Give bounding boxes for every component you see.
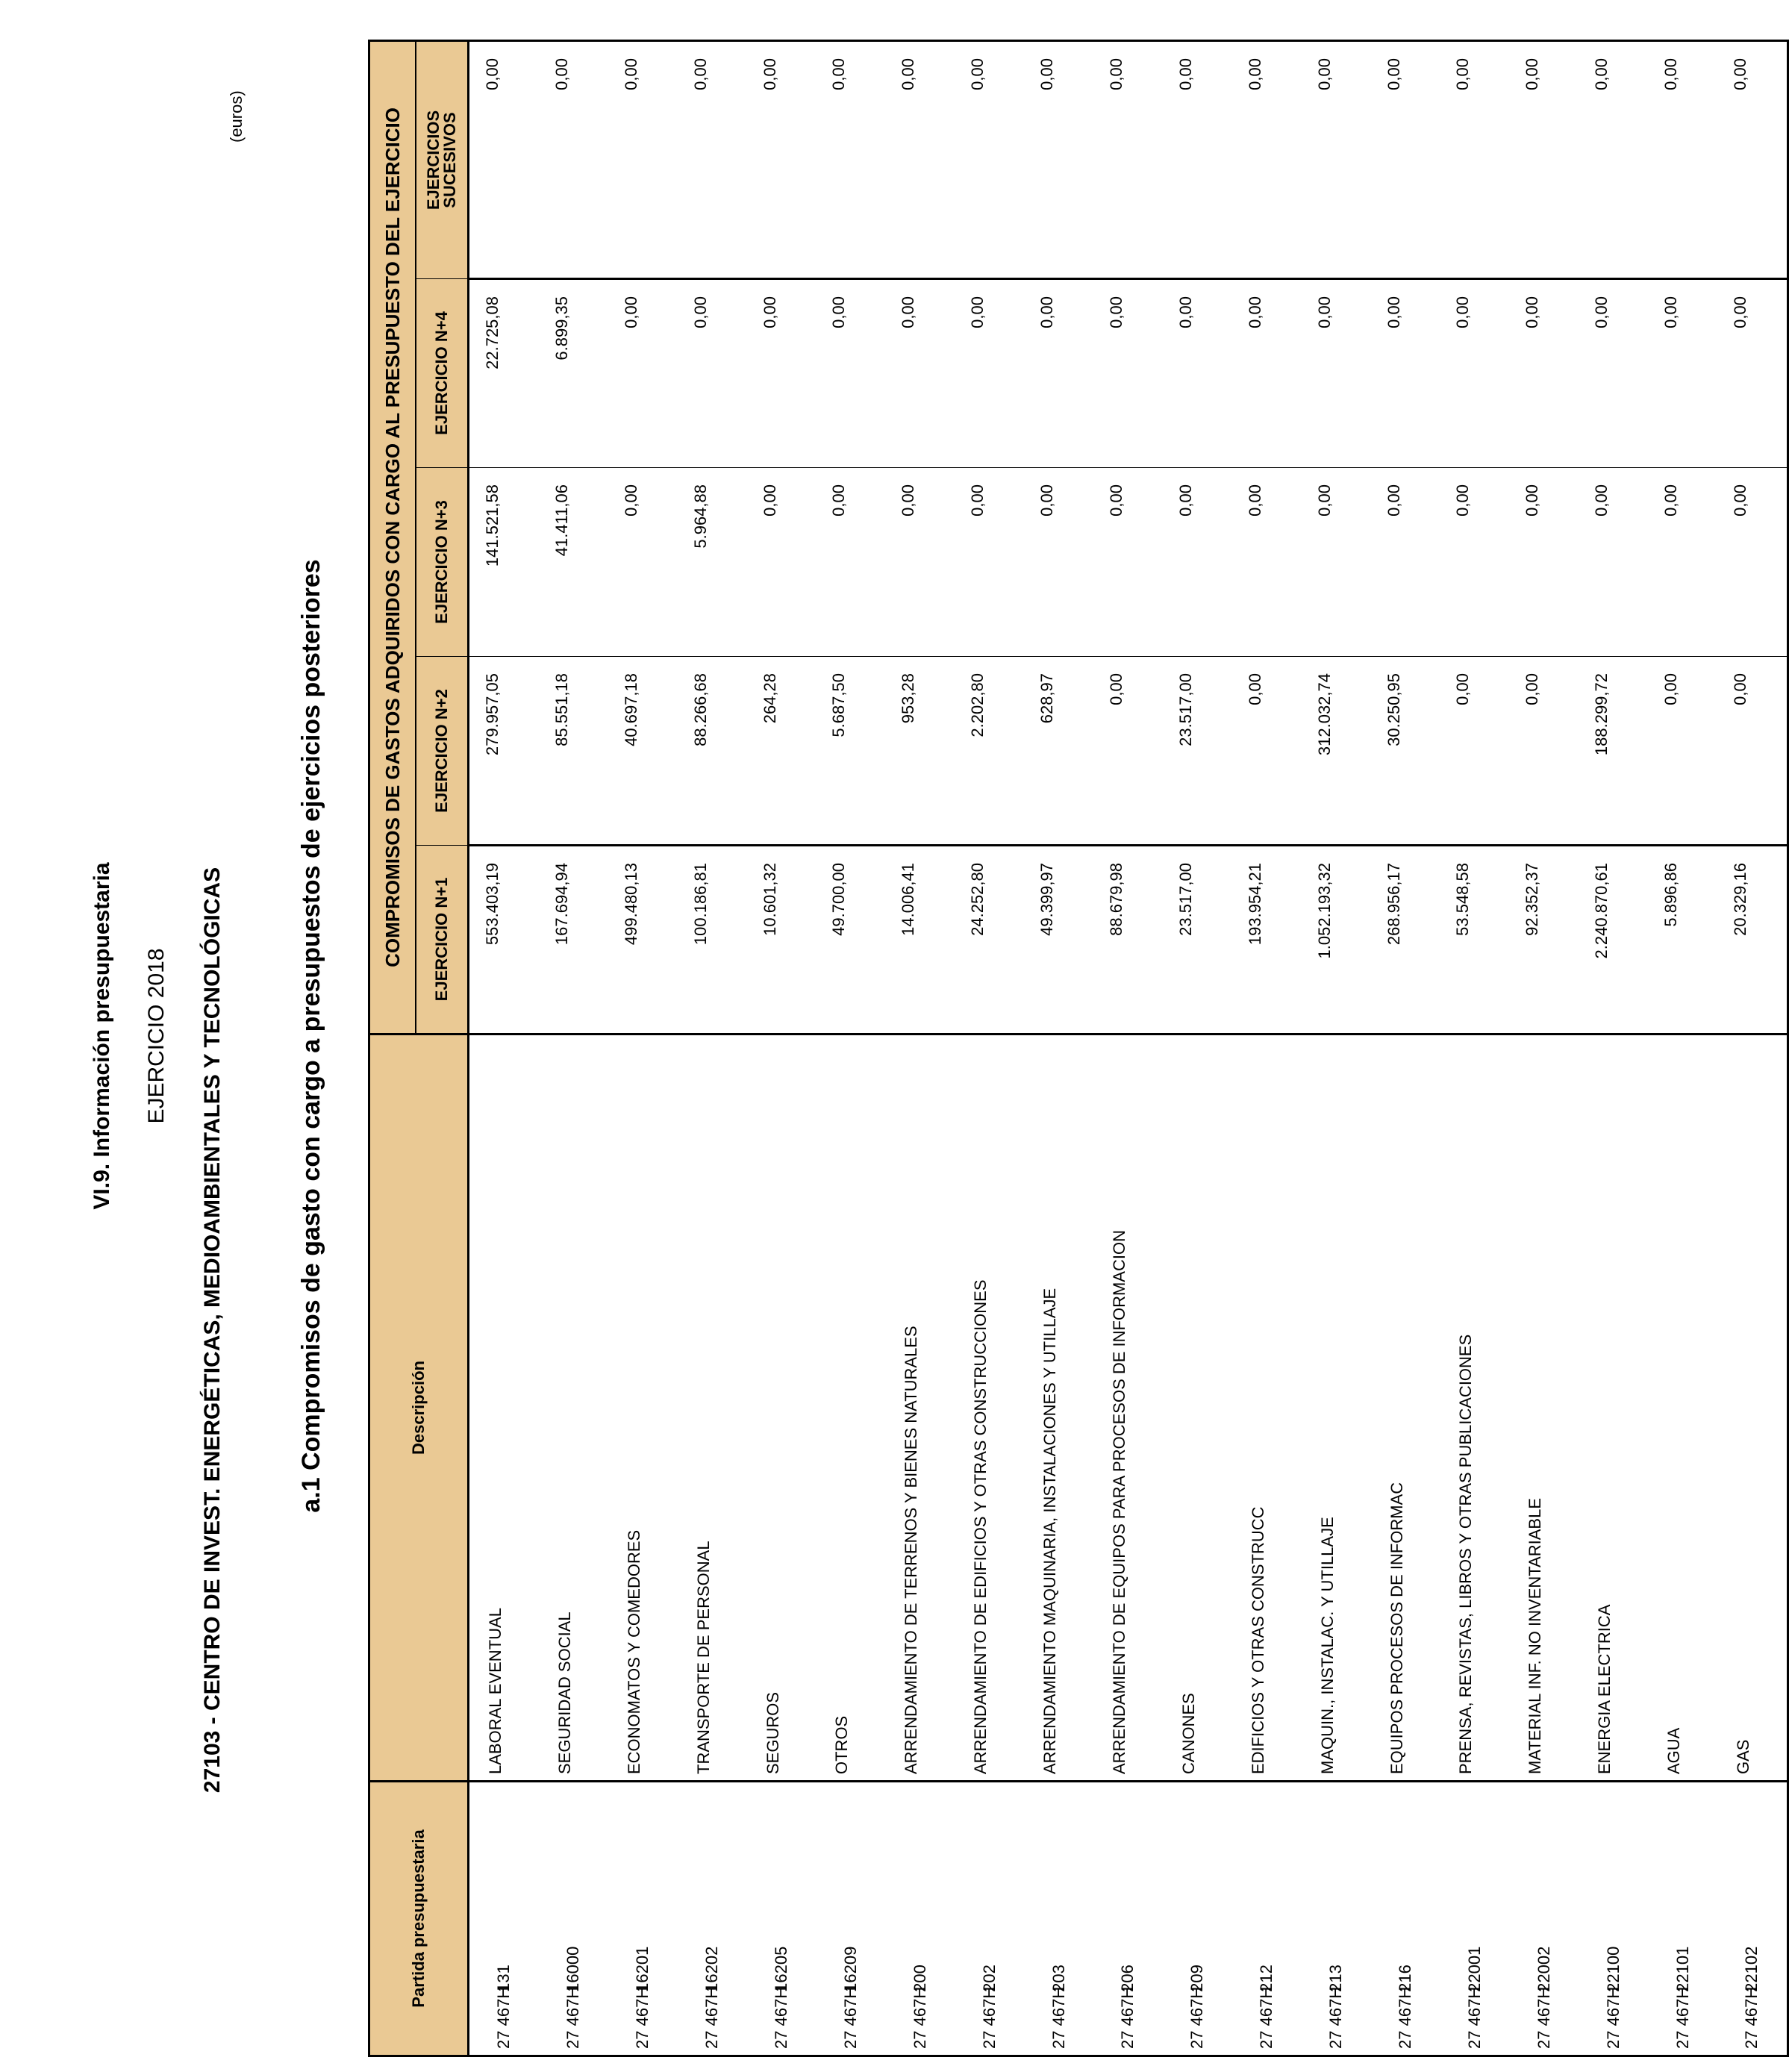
partida-section-number: 27: [1326, 2030, 1346, 2049]
n2-cell: 88.266,68: [678, 657, 747, 846]
header-n2: EJERCICIO N+2: [416, 657, 469, 846]
partida-cell: [1371, 1782, 1440, 2056]
sucesivos-cell: 0,00: [621, 57, 640, 90]
description-cell: ARRENDAMIENTO DE EDIFICIOS Y OTRAS CONSTRUCCIONES: [955, 1035, 1024, 1782]
partida-section: [1257, 1986, 1276, 2049]
n2-cell: 30.250,95: [1371, 657, 1440, 846]
partida-cell: [608, 1782, 678, 2056]
header-n1: EJERCICIO N+1: [416, 846, 469, 1035]
n3-cell: 0,00: [608, 468, 678, 657]
description-cell: GAS: [1717, 1035, 1788, 1782]
partida-section-number: 27: [1603, 2030, 1623, 2049]
header-n3: EJERCICIO N+3: [416, 468, 469, 657]
partida-program: 467H: [910, 1986, 929, 2026]
table-row: [1093, 40, 1163, 2056]
n2-cell: 188.299,72: [1579, 657, 1648, 846]
n1-cell: 24.252,80: [955, 846, 1024, 1035]
header-sucesivos: [416, 40, 469, 278]
n3-cell: 0,00: [1648, 468, 1717, 657]
sucesivos-cell: 0,00: [1523, 57, 1542, 90]
n2-cell: 0,00: [1232, 657, 1302, 846]
partida-section: [1742, 1986, 1761, 2049]
partida-concept: 212: [1257, 1965, 1276, 1992]
partida-section: [702, 1986, 722, 2049]
partida-section: [1464, 1986, 1484, 2049]
partida-cell: [1024, 1782, 1093, 2056]
n1-cell: 49.399,97: [1024, 846, 1093, 1035]
description-cell: EDIFICIOS Y OTRAS CONSTRUCC: [1232, 1035, 1302, 1782]
partida-section-number: 27: [702, 2030, 722, 2049]
description-cell: ARRENDAMIENTO MAQUINARIA, INSTALACIONES Y UTILLAJE: [1024, 1035, 1093, 1782]
n3-cell: 0,00: [1302, 468, 1371, 657]
n2-cell: 312.032,74: [1302, 657, 1371, 846]
partida-section: [840, 1986, 861, 2049]
partida-cell: [955, 1782, 1024, 2056]
n3-cell: 0,00: [1024, 468, 1093, 657]
table-row: [1440, 40, 1509, 2056]
partida-program: 467H: [1396, 1986, 1415, 2026]
n4-cell: 0,00: [1440, 279, 1509, 468]
partida-section-number: 27: [1464, 2030, 1484, 2049]
partida-section-number: 27: [840, 2030, 860, 2049]
description-cell: AGUA: [1648, 1035, 1717, 1782]
partida-concept: 203: [1049, 1965, 1068, 1992]
partida-program: 467H: [563, 1986, 583, 2026]
partida-section-number: 27: [1396, 2030, 1415, 2049]
n2-cell: 264,28: [747, 657, 817, 846]
partida-concept: 200: [910, 1965, 929, 1992]
sucesivos-cell: 0,00: [829, 57, 849, 90]
partida-section-number: 27: [1257, 2030, 1276, 2049]
n2-cell: 23.517,00: [1163, 657, 1232, 846]
n1-cell: 14.006,41: [885, 846, 955, 1035]
sucesivos-cell: 0,00: [1384, 57, 1403, 90]
partida-program: 467H: [1187, 1986, 1207, 2026]
n3-cell: 0,00: [1717, 468, 1788, 657]
n2-cell: 5.687,50: [816, 657, 885, 846]
partida-program: 467H: [1464, 1986, 1484, 2026]
n4-cell: 0,00: [1579, 279, 1648, 468]
partida-section: [1187, 1986, 1207, 2049]
description-cell: CANONES: [1163, 1035, 1232, 1782]
n3-cell: 5.964,88: [678, 468, 747, 657]
n1-cell: 23.517,00: [1163, 846, 1232, 1035]
sucesivos-cell: 0,00: [1592, 57, 1611, 90]
n3-cell: 0,00: [955, 468, 1024, 657]
n3-cell: 0,00: [1093, 468, 1163, 657]
partida-concept: 206: [1118, 1965, 1137, 1992]
partida-section: [1534, 1986, 1554, 2049]
description-cell: LABORAL EVENTUAL: [469, 1035, 539, 1782]
description-cell: PRENSA, REVISTAS, LIBROS Y OTRAS PUBLICACIONES: [1440, 1035, 1509, 1782]
partida-program: 467H: [840, 1986, 860, 2026]
commitments-table: [368, 40, 1789, 2057]
n4-cell: 22.725,08: [469, 279, 539, 468]
n2-cell: 0,00: [1440, 657, 1509, 846]
partida-concept: 16201: [633, 1946, 652, 1992]
partida-cell: [1579, 1782, 1648, 2056]
description-cell: SEGUROS: [747, 1035, 817, 1782]
n3-cell: 0,00: [885, 468, 955, 657]
description-cell: MATERIAL INF. NO INVENTARIABLE: [1509, 1035, 1579, 1782]
table-row: [885, 40, 955, 2056]
description-cell: ECONOMATOS Y COMEDORES: [608, 1035, 678, 1782]
n1-cell: 499.480,13: [608, 846, 678, 1035]
partida-program: 467H: [1673, 1986, 1692, 2026]
partida-section: [563, 1986, 583, 2049]
table-row: [1232, 40, 1302, 2056]
description-cell: ENERGIA ELECTRICA: [1579, 1035, 1648, 1782]
table-row: [469, 40, 539, 2056]
partida-concept: 209: [1187, 1965, 1207, 1992]
n2-cell: 953,28: [885, 657, 955, 846]
n1-cell: 167.694,94: [539, 846, 608, 1035]
partida-program: 467H: [1534, 1986, 1553, 2026]
partida-section: [494, 1986, 513, 2049]
partida-section-number: 27: [1118, 2030, 1137, 2049]
n1-cell: 100.186,81: [678, 846, 747, 1035]
partida-cell: [1440, 1782, 1509, 2056]
n4-cell: 0,00: [1232, 279, 1302, 468]
n4-cell: 0,00: [608, 279, 678, 468]
partida-section: [1396, 1986, 1415, 2049]
partida-section: [910, 1986, 930, 2049]
table-row: [1024, 40, 1093, 2056]
description-cell: SEGURIDAD SOCIAL: [539, 1035, 608, 1782]
n1-cell: 88.679,98: [1093, 846, 1163, 1035]
table-row: [747, 40, 817, 2056]
partida-section: [979, 1986, 999, 2049]
partida-cell: [747, 1782, 817, 2056]
n4-cell: 0,00: [885, 279, 955, 468]
n1-cell: 10.601,32: [747, 846, 817, 1035]
partida-program: 467H: [1603, 1986, 1623, 2026]
partida-cell: [1163, 1782, 1232, 2056]
n1-cell: 1.052.193,32: [1302, 846, 1371, 1035]
header-sucesivos-line2: SUCESIVOS: [440, 112, 459, 208]
header-row-group: [369, 40, 416, 2056]
n4-cell: 0,00: [955, 279, 1024, 468]
n2-cell: 0,00: [1717, 657, 1788, 846]
n1-cell: 2.240.870,61: [1579, 846, 1648, 1035]
partida-cell: [1717, 1782, 1788, 2056]
n1-cell: 92.352,37: [1509, 846, 1579, 1035]
sucesivos-cell: 0,00: [1107, 57, 1126, 90]
partida-concept: 213: [1326, 1965, 1346, 1992]
partida-program: 467H: [494, 1986, 513, 2026]
partida-program: 467H: [633, 1986, 652, 2026]
table-row: [1717, 40, 1788, 2056]
partida-cell: [469, 1782, 539, 2056]
sucesivos-cell: 0,00: [1453, 57, 1473, 90]
n2-cell: 2.202,80: [955, 657, 1024, 846]
table-row: [1163, 40, 1232, 2056]
n4-cell: 6.899,35: [539, 279, 608, 468]
n2-cell: 85.551,18: [539, 657, 608, 846]
table-row: [608, 40, 678, 2056]
n1-cell: 268.956,17: [1371, 846, 1440, 1035]
partida-section: [1673, 1986, 1693, 2049]
partida-program: 467H: [1742, 1986, 1761, 2026]
n2-cell: 0,00: [1509, 657, 1579, 846]
sucesivos-cell: 0,00: [552, 57, 571, 90]
sucesivos-cell: 0,00: [483, 57, 502, 90]
exercise-year: EJERCICIO 2018: [144, 948, 169, 1124]
partida-section: [1118, 1986, 1137, 2049]
header-commitments-group: COMPROMISOS DE GASTOS ADQUIRIDOS CON CARGO AL PRESUPUESTO DEL EJERCICIO: [369, 40, 416, 1034]
sucesivos-cell: 0,00: [1176, 57, 1195, 90]
partida-cell: [1648, 1782, 1717, 2056]
partida-concept: 216: [1396, 1965, 1415, 1992]
sucesivos-cell: 0,00: [1245, 57, 1264, 90]
header-partida: Partida presupuestaria: [369, 1782, 469, 2056]
partida-cell: [1093, 1782, 1163, 2056]
table-row: [1648, 40, 1717, 2056]
partida-section-number: 27: [494, 2030, 513, 2049]
header-n4: EJERCICIO N+4: [416, 279, 469, 468]
partida-cell: [1232, 1782, 1302, 2056]
n3-cell: 0,00: [1232, 468, 1302, 657]
n3-cell: 0,00: [816, 468, 885, 657]
partida-section-number: 27: [1049, 2030, 1068, 2049]
table-row: [1302, 40, 1371, 2056]
sucesivos-cell: 0,00: [690, 57, 710, 90]
partida-concept: 16000: [563, 1946, 583, 1992]
n4-cell: 0,00: [747, 279, 817, 468]
n3-cell: 141.521,58: [469, 468, 539, 657]
n3-cell: 0,00: [1371, 468, 1440, 657]
table-row: [678, 40, 747, 2056]
description-cell: ARRENDAMIENTO DE EQUIPOS PARA PROCESOS DE INFORMACION: [1093, 1035, 1163, 1782]
section-title: VI.9. Información presupuestaria: [90, 862, 114, 1210]
partida-section-number: 27: [979, 2030, 999, 2049]
n4-cell: 0,00: [1302, 279, 1371, 468]
partida-program: 467H: [1049, 1986, 1068, 2026]
partida-program: 467H: [1118, 1986, 1137, 2026]
partida-concept: 22001: [1464, 1946, 1484, 1992]
description-cell: TRANSPORTE DE PERSONAL: [678, 1035, 747, 1782]
partida-cell: [1302, 1782, 1371, 2056]
partida-section-number: 27: [1742, 2030, 1761, 2049]
partida-section-number: 27: [633, 2030, 652, 2049]
partida-section: [772, 1986, 791, 2049]
sucesivos-cell: 0,00: [968, 57, 987, 90]
partida-section: [1326, 1986, 1346, 2049]
description-cell: OTROS: [816, 1035, 885, 1782]
units-label: (euros): [227, 90, 246, 143]
n4-cell: 0,00: [1648, 279, 1717, 468]
n1-cell: 193.954,21: [1232, 846, 1302, 1035]
description-cell: ARRENDAMIENTO DE TERRENOS Y BIENES NATURALES: [885, 1035, 955, 1782]
table-row: [539, 40, 608, 2056]
partida-section-number: 27: [1673, 2030, 1692, 2049]
partida-concept: 131: [494, 1965, 513, 1992]
n2-cell: 628,97: [1024, 657, 1093, 846]
n1-cell: 49.700,00: [816, 846, 885, 1035]
partida-cell: [539, 1782, 608, 2056]
header-descripcion: Descripción: [369, 1035, 469, 1782]
entity-name: 27103 - CENTRO DE INVEST. ENERGÉTICAS, MEDIOAMBIENTALES Y TECNOLÓGICAS: [200, 867, 225, 1794]
n2-cell: 0,00: [1093, 657, 1163, 846]
n1-cell: 53.548,58: [1440, 846, 1509, 1035]
partida-concept: 202: [979, 1965, 999, 1992]
n4-cell: 0,00: [1024, 279, 1093, 468]
n3-cell: 0,00: [1163, 468, 1232, 657]
partida-section-number: 27: [1534, 2030, 1553, 2049]
partida-section-number: 27: [772, 2030, 790, 2049]
n4-cell: 0,00: [1509, 279, 1579, 468]
partida-section: [1049, 1986, 1069, 2049]
partida-program: 467H: [979, 1986, 999, 2026]
table-body: [469, 40, 1788, 2056]
table-title: a.1 Compromisos de gasto con cargo a presupuestos de ejercicios posteriores: [297, 559, 325, 1513]
n3-cell: 0,00: [1440, 468, 1509, 657]
partida-concept: 22101: [1673, 1946, 1692, 1992]
sucesivos-cell: 0,00: [899, 57, 918, 90]
n3-cell: 0,00: [1579, 468, 1648, 657]
n2-cell: 40.697,18: [608, 657, 678, 846]
partida-concept: 16209: [840, 1946, 860, 1992]
partida-program: 467H: [702, 1986, 722, 2026]
partida-cell: [885, 1782, 955, 2056]
n4-cell: 0,00: [1093, 279, 1163, 468]
table-row: [1509, 40, 1579, 2056]
partida-section-number: 27: [1187, 2030, 1207, 2049]
n3-cell: 41.411,06: [539, 468, 608, 657]
sucesivos-cell: 0,00: [1731, 57, 1750, 90]
partida-program: 467H: [772, 1986, 790, 2026]
n1-cell: 5.896,86: [1648, 846, 1717, 1035]
header-sucesivos-line1: EJERCICIOS: [424, 110, 443, 210]
partida-cell: [1509, 1782, 1579, 2056]
n4-cell: 0,00: [816, 279, 885, 468]
partida-concept: 16205: [772, 1946, 790, 1992]
sucesivos-cell: 0,00: [1314, 57, 1334, 90]
partida-concept: 22100: [1603, 1946, 1623, 1992]
n1-cell: 20.329,16: [1717, 846, 1788, 1035]
partida-section: [633, 1986, 652, 2049]
n4-cell: 0,00: [1163, 279, 1232, 468]
sucesivos-cell: 0,00: [1661, 57, 1681, 90]
n2-cell: 279.957,05: [469, 657, 539, 846]
n3-cell: 0,00: [747, 468, 817, 657]
partida-concept: 22002: [1534, 1946, 1553, 1992]
table-row: [955, 40, 1024, 2056]
partida-cell: [678, 1782, 747, 2056]
sucesivos-cell: 0,00: [760, 57, 779, 90]
n4-cell: 0,00: [1371, 279, 1440, 468]
n4-cell: 0,00: [678, 279, 747, 468]
partida-section: [1603, 1986, 1623, 2049]
n4-cell: 0,00: [1717, 279, 1788, 468]
partida-concept: 22102: [1742, 1946, 1761, 1992]
n2-cell: 0,00: [1648, 657, 1717, 846]
partida-cell: [816, 1782, 885, 2056]
description-cell: EQUIPOS PROCESOS DE INFORMAC: [1371, 1035, 1440, 1782]
partida-concept: 16202: [702, 1946, 722, 1992]
table-row: [1579, 40, 1648, 2056]
n3-cell: 0,00: [1509, 468, 1579, 657]
partida-program: 467H: [1326, 1986, 1346, 2026]
description-cell: MAQUIN., INSTALAC. Y UTILLAJE: [1302, 1035, 1371, 1782]
table-row: [1371, 40, 1440, 2056]
n1-cell: 553.403,19: [469, 846, 539, 1035]
sucesivos-cell: 0,00: [1037, 57, 1057, 90]
table-row: [816, 40, 885, 2056]
partida-section-number: 27: [563, 2030, 583, 2049]
partida-program: 467H: [1257, 1986, 1276, 2026]
partida-section-number: 27: [910, 2030, 929, 2049]
